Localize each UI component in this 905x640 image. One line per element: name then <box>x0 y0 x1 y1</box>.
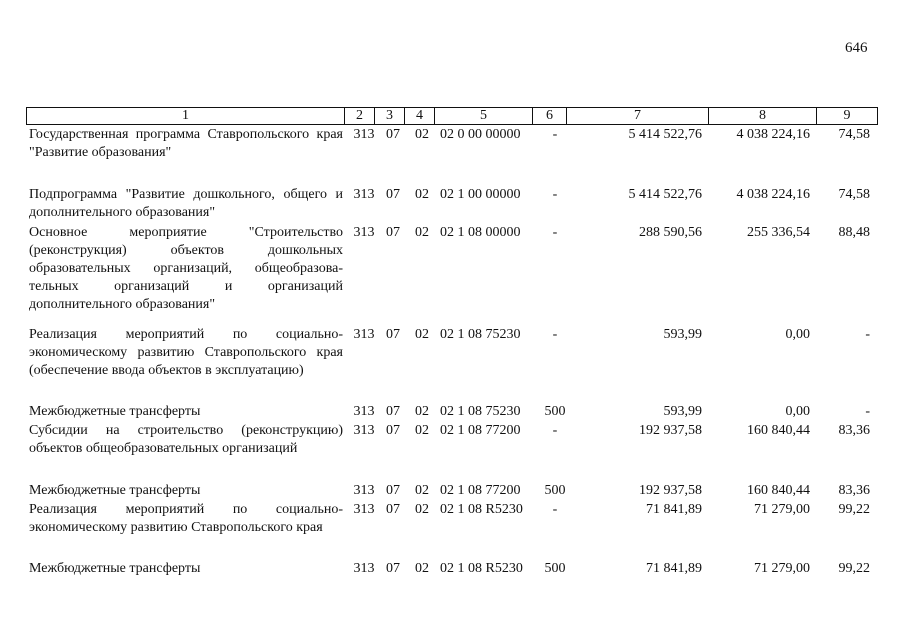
cell-col9: - <box>865 404 870 419</box>
cell-col6: - <box>552 502 558 517</box>
cell-col4: 02 <box>415 225 429 240</box>
cell-col3: 07 <box>386 561 400 576</box>
cell-col4: 02 <box>415 187 429 202</box>
cell-col4: 02 <box>415 327 429 342</box>
cell-col6: - <box>552 327 558 342</box>
cell-col7: 593,99 <box>663 404 702 419</box>
cell-col4: 02 <box>415 502 429 517</box>
cell-col7: 192 937,58 <box>639 483 702 498</box>
cell-col2: 313 <box>353 423 375 438</box>
cell-col5: 02 1 00 00000 <box>440 187 521 202</box>
cell-col4: 02 <box>415 561 429 576</box>
column-header: 4 <box>405 108 435 125</box>
cell-col8: 160 840,44 <box>747 423 810 438</box>
cell-col7: 288 590,56 <box>639 225 702 240</box>
cell-col4: 02 <box>415 423 429 438</box>
cell-col8: 71 279,00 <box>754 561 810 576</box>
cell-col4: 02 <box>415 483 429 498</box>
row-name: Реализация мероприятий по социально-экономическому развитию Ставропольского края <box>29 502 343 535</box>
row-name: Межбюджетные трансферты <box>29 404 201 419</box>
column-header: 8 <box>709 108 817 125</box>
cell-col7: 192 937,58 <box>639 423 702 438</box>
column-header-row <box>27 108 878 125</box>
cell-col2: 313 <box>353 561 375 576</box>
column-header: 7 <box>567 108 709 125</box>
row-name: Субсидии на строительство (реконструкцию) объектов общеобразовательных организаций <box>29 423 343 456</box>
cell-col8: 4 038 224,16 <box>736 127 810 142</box>
cell-col9: 99,22 <box>838 561 870 576</box>
cell-col5: 02 1 08 75230 <box>440 327 521 342</box>
row-name: Реализация мероприятий по социально-экономическому развитию Ставропольского края (обеспечение ввода объектов в эксплуатацию) <box>29 327 343 378</box>
column-header: 9 <box>817 108 878 125</box>
cell-col9: 83,36 <box>838 483 870 498</box>
page-number: 646 <box>845 40 868 56</box>
cell-col4: 02 <box>415 404 429 419</box>
cell-col3: 07 <box>386 483 400 498</box>
cell-col3: 07 <box>386 127 400 142</box>
cell-col2: 313 <box>353 502 375 517</box>
cell-col9: 99,22 <box>838 502 870 517</box>
column-header-table <box>26 107 878 125</box>
cell-col8: 160 840,44 <box>747 483 810 498</box>
cell-col3: 07 <box>386 187 400 202</box>
cell-col7: 5 414 522,76 <box>628 187 702 202</box>
cell-col8: 4 038 224,16 <box>736 187 810 202</box>
cell-col8: 0,00 <box>785 327 810 342</box>
cell-col3: 07 <box>386 225 400 240</box>
cell-col2: 313 <box>353 225 375 240</box>
column-header: 3 <box>375 108 405 125</box>
cell-col2: 313 <box>353 327 375 342</box>
cell-col3: 07 <box>386 502 400 517</box>
cell-col4: 02 <box>415 127 429 142</box>
cell-col9: - <box>865 327 870 342</box>
cell-col5: 02 1 08 R5230 <box>440 502 523 517</box>
cell-col6: 500 <box>544 561 566 576</box>
column-header: 2 <box>345 108 375 125</box>
cell-col2: 313 <box>353 404 375 419</box>
cell-col2: 313 <box>353 483 375 498</box>
cell-col8: 0,00 <box>785 404 810 419</box>
cell-col3: 07 <box>386 423 400 438</box>
row-name: Основное мероприятие "Строительство (реконструкция) объектов дошкольных образовательных организаций, общеобразова-тельных организаций и организаций дополнительного образования" <box>29 225 343 312</box>
cell-col6: - <box>552 225 558 240</box>
cell-col9: 74,58 <box>838 127 870 142</box>
cell-col8: 255 336,54 <box>747 225 810 240</box>
cell-col6: - <box>552 127 558 142</box>
row-name: Подпрограмма "Развитие дошкольного, общего и дополнительного образования" <box>29 187 343 220</box>
column-header: 5 <box>435 108 533 125</box>
cell-col5: 02 1 08 R5230 <box>440 561 523 576</box>
cell-col9: 74,58 <box>838 187 870 202</box>
row-name: Межбюджетные трансферты <box>29 483 201 498</box>
cell-col8: 71 279,00 <box>754 502 810 517</box>
column-header: 1 <box>27 108 345 125</box>
cell-col6: 500 <box>544 483 566 498</box>
cell-col6: 500 <box>544 404 566 419</box>
cell-col9: 83,36 <box>838 423 870 438</box>
cell-col6: - <box>552 187 558 202</box>
cell-col5: 02 1 08 77200 <box>440 423 521 438</box>
cell-col2: 313 <box>353 187 375 202</box>
cell-col7: 5 414 522,76 <box>628 127 702 142</box>
cell-col5: 02 0 00 00000 <box>440 127 521 142</box>
column-header: 6 <box>533 108 567 125</box>
cell-col5: 02 1 08 75230 <box>440 404 521 419</box>
cell-col3: 07 <box>386 404 400 419</box>
cell-col5: 02 1 08 77200 <box>440 483 521 498</box>
cell-col7: 71 841,89 <box>646 561 702 576</box>
cell-col7: 593,99 <box>663 327 702 342</box>
cell-col2: 313 <box>353 127 375 142</box>
row-name: Государственная программа Ставропольского края "Развитие образования" <box>29 127 343 160</box>
cell-col5: 02 1 08 00000 <box>440 225 521 240</box>
cell-col7: 71 841,89 <box>646 502 702 517</box>
cell-col9: 88,48 <box>838 225 870 240</box>
row-name: Межбюджетные трансферты <box>29 561 201 576</box>
cell-col3: 07 <box>386 327 400 342</box>
cell-col6: - <box>552 423 558 438</box>
